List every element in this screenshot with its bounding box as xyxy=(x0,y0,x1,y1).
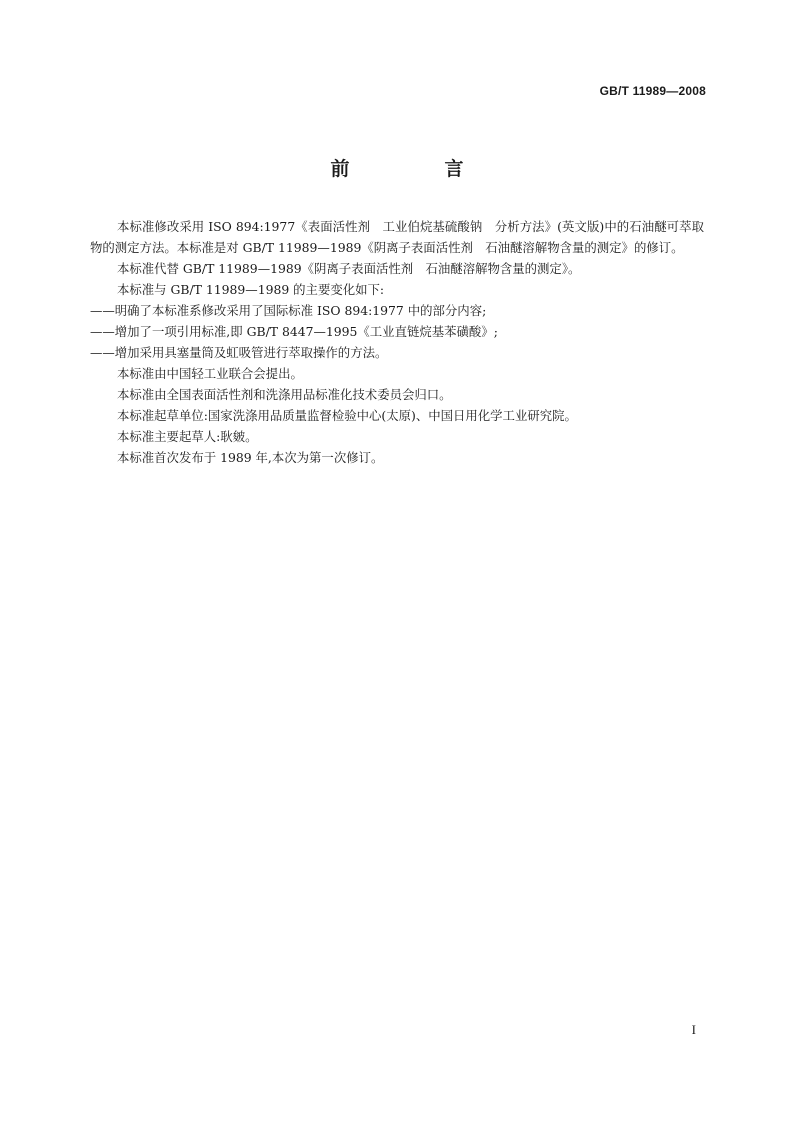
paragraph: 本标准代替 GB/T 11989—1989《阴离子表面活性剂 石油醚溶解物含量的测定》。 xyxy=(117,261,581,276)
paragraph: 本标准首次发布于 1989 年,本次为第一次修订。 xyxy=(117,450,384,465)
change-list-item: ——增加采用具塞量筒及虹吸管进行萃取操作的方法。 xyxy=(90,345,388,360)
change-list-item: ——明确了本标准系修改采用了国际标准 ISO 894:1977 中的部分内容; xyxy=(90,303,487,318)
paragraph: 本标准主要起草人:耿皴。 xyxy=(117,429,258,444)
preface-body xyxy=(90,216,704,468)
page-number: I xyxy=(691,1022,696,1037)
paragraph: 本标准由全国表面活性剂和洗涤用品标准化技术委员会归口。 xyxy=(117,387,452,402)
paragraph: 本标准修改采用 ISO 894:1977《表面活性剂 工业伯烷基硫酸钠 分析方法》(英文版)中的石油醚可萃取物的测定方法。本标准是对 GB/T 11989—1989《阴离子表面活性剂 石油醚溶解物含量的测定》的修订。 xyxy=(90,219,704,255)
paragraph: 本标准起草单位:国家洗涤用品质量监督检验中心(太原)、中国日用化学工业研究院。 xyxy=(117,408,577,423)
page-title: 前 言 xyxy=(330,158,502,180)
change-list-item: ——增加了一项引用标准,即 GB/T 8447—1995《工业直链烷基苯磺酸》; xyxy=(90,324,498,339)
paragraph: 本标准由中国轻工业联合会提出。 xyxy=(117,366,303,381)
standard-code: GB/T 11989—2008 xyxy=(599,84,706,98)
paragraph: 本标准与 GB/T 11989—1989 的主要变化如下: xyxy=(117,282,385,297)
